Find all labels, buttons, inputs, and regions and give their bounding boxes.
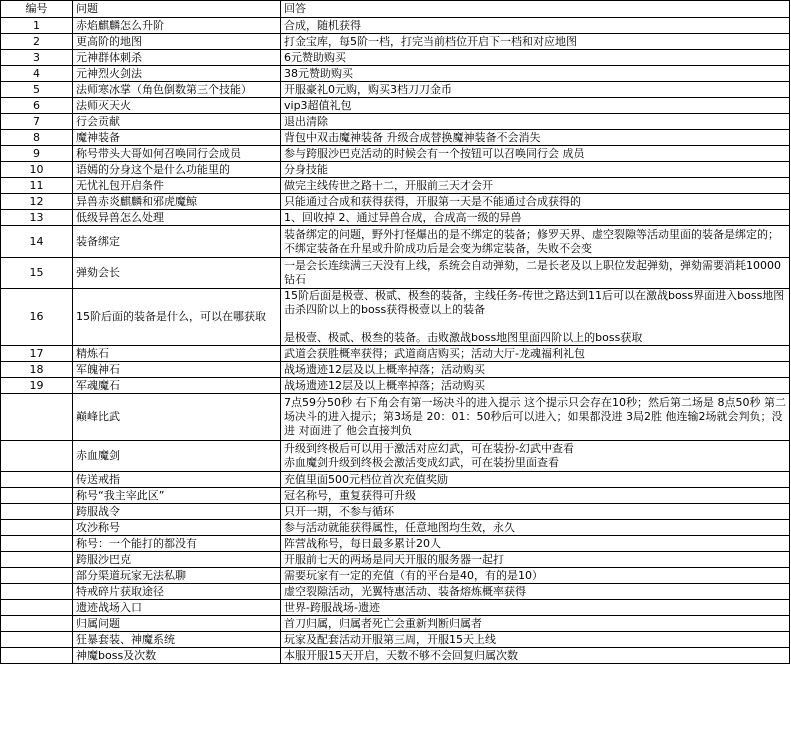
row-question: 传送戒指 xyxy=(73,472,281,488)
row-answer xyxy=(281,50,790,66)
table-row xyxy=(1,472,790,488)
row-question: 行会贡献 xyxy=(73,114,281,130)
row-question: 跨服战令 xyxy=(73,504,281,520)
table-row xyxy=(1,114,790,130)
answer-line: 虚空裂隙活动，光翼特惠活动、装备熔炼概率获得 xyxy=(284,584,526,598)
row-answer xyxy=(281,34,790,50)
row-number xyxy=(1,632,73,648)
answer-line: 升级到终极后可以用于激活对应幻武，可在装扮-幻武中查看 xyxy=(284,442,574,455)
header-num: 编号 xyxy=(1,1,73,18)
answer-line: 15阶后面是极壹、极贰、极叁的装备，主线任务-传世之路达到11后可以在激战boss界面进入boss地图击杀四阶以上的boss获得极壹以上的装备 xyxy=(284,289,785,316)
table-row xyxy=(1,258,790,289)
answer-line: 战场遗迹12层及以上概率掉落；活动购买 xyxy=(284,378,485,392)
answer-line: 分身技能 xyxy=(284,162,328,176)
answer-line: 装备绑定的问题，野外打怪爆出的是不绑定的装备；修罗天界、虚空裂隙等活动里面的装备是绑定的；不绑定装备在升星或升阶成功后是会变为绑定装备，失败不会变 xyxy=(284,227,779,255)
row-question: 无忧礼包开启条件 xyxy=(73,178,281,194)
answer-line: 只能通过合成和获得获得，开服第一天是不能通过合成获得的 xyxy=(284,194,581,208)
answer-line: 背包中双击魔神装备 升级合成替换魔神装备不会消失 xyxy=(284,130,541,144)
row-answer xyxy=(281,66,790,82)
row-number: 6 xyxy=(1,98,73,114)
row-answer xyxy=(281,441,790,472)
row-answer xyxy=(281,98,790,114)
table-row xyxy=(1,394,790,441)
row-number xyxy=(1,488,73,504)
row-number xyxy=(1,552,73,568)
row-question: 弹劾会长 xyxy=(73,258,281,289)
answer-line: vip3超值礼包 xyxy=(284,98,352,112)
row-question: 精炼石 xyxy=(73,346,281,362)
row-answer xyxy=(281,536,790,552)
answer-line: 参与活动就能获得属性，任意地图均生效，永久 xyxy=(284,520,515,534)
table-row xyxy=(1,648,790,664)
row-question: 军魄神石 xyxy=(73,362,281,378)
row-answer xyxy=(281,114,790,130)
table-row xyxy=(1,18,790,34)
row-number: 11 xyxy=(1,178,73,194)
table-row xyxy=(1,552,790,568)
row-question: 15阶后面的装备是什么，可以在哪获取 xyxy=(73,289,281,346)
row-answer xyxy=(281,162,790,178)
row-question: 巅峰比武 xyxy=(73,394,281,441)
answer-line: 是极壹、极贰、极叁的装备。击败激战boss地图里面四阶以上的boss获取 xyxy=(284,331,643,344)
row-answer xyxy=(281,520,790,536)
table-row xyxy=(1,504,790,520)
table-row xyxy=(1,536,790,552)
table-row xyxy=(1,178,790,194)
answer-line: 开服前七天的两场是同天开服的服务器一起打 xyxy=(284,552,504,566)
row-number xyxy=(1,394,73,441)
row-answer xyxy=(281,194,790,210)
row-answer xyxy=(281,346,790,362)
answer-line: 需要玩家有一定的充值（有的平台是40，有的是10） xyxy=(284,568,543,582)
answer-line: 退出清除 xyxy=(284,114,328,128)
row-number xyxy=(1,584,73,600)
row-answer xyxy=(281,362,790,378)
answer-line xyxy=(284,317,786,331)
table-row xyxy=(1,378,790,394)
row-question: 归属问题 xyxy=(73,616,281,632)
answer-line: 玩家及配套活动开服第三周，开服15天上线 xyxy=(284,632,496,646)
answer-line: 充值里面500元档位首次充值奖励 xyxy=(284,472,448,486)
row-question: 称号：一个能打的都没有 xyxy=(73,536,281,552)
row-answer xyxy=(281,82,790,98)
row-question: 语嫣的分身这个是什么功能里的 xyxy=(73,162,281,178)
answer-line: 参与跨服沙巴克活动的时候会有一个按钮可以召唤同行会 成员 xyxy=(284,146,585,160)
table-row xyxy=(1,82,790,98)
row-question: 狂暴套装、神魔系统 xyxy=(73,632,281,648)
table-row xyxy=(1,584,790,600)
row-answer xyxy=(281,616,790,632)
row-number xyxy=(1,616,73,632)
row-question: 特戒碎片获取途径 xyxy=(73,584,281,600)
row-answer xyxy=(281,552,790,568)
row-question: 异兽赤炎麒麟和邪虎魔鲸 xyxy=(73,194,281,210)
answer-line: 做完主线传世之路十二，开服前三天才会开 xyxy=(284,178,493,192)
row-number: 12 xyxy=(1,194,73,210)
row-number xyxy=(1,536,73,552)
row-answer xyxy=(281,648,790,664)
table-row xyxy=(1,226,790,258)
row-number: 16 xyxy=(1,289,73,346)
row-question: 称号“我主宰此区” xyxy=(73,488,281,504)
row-number xyxy=(1,648,73,664)
row-number xyxy=(1,472,73,488)
answer-line: 打金宝库，每5阶一档，打完当前档位开启下一档和对应地图 xyxy=(284,34,577,48)
row-answer xyxy=(281,600,790,616)
header-answer: 回答 xyxy=(281,1,790,18)
table-row xyxy=(1,34,790,50)
row-number: 13 xyxy=(1,210,73,226)
row-question: 跨服沙巴克 xyxy=(73,552,281,568)
row-question: 军魂魔石 xyxy=(73,378,281,394)
answer-line: 本服开服15天开启，天数不够不会回复归属次数 xyxy=(284,648,518,662)
answer-line: 一是会长连续满三天没有上线，系统会自动弹劾，二是长老及以上职位发起弹劾，弹劾需要消耗10000钻石 xyxy=(284,259,781,286)
row-answer xyxy=(281,504,790,520)
table-row xyxy=(1,441,790,472)
row-answer xyxy=(281,378,790,394)
row-answer xyxy=(281,130,790,146)
row-answer xyxy=(281,258,790,289)
table-body xyxy=(1,18,790,664)
row-number: 7 xyxy=(1,114,73,130)
answer-line: 阵营战称号，每日最多累计20人 xyxy=(284,536,441,550)
table-row xyxy=(1,600,790,616)
row-number xyxy=(1,504,73,520)
row-answer xyxy=(281,289,790,346)
table-row xyxy=(1,210,790,226)
row-question: 法师灭天火 xyxy=(73,98,281,114)
row-number xyxy=(1,568,73,584)
row-question: 更高阶的地图 xyxy=(73,34,281,50)
row-answer xyxy=(281,472,790,488)
row-question: 赤血魔剑 xyxy=(73,441,281,472)
row-question: 部分渠道玩家无法私聊 xyxy=(73,568,281,584)
table-row xyxy=(1,98,790,114)
table-row xyxy=(1,520,790,536)
answer-line: 开服豪礼0元购，购买3档刀刀金币 xyxy=(284,82,452,96)
table-row xyxy=(1,130,790,146)
table-row xyxy=(1,616,790,632)
row-number: 8 xyxy=(1,130,73,146)
answer-line: 世界-跨服战场-遗迹 xyxy=(284,600,380,614)
table-row xyxy=(1,146,790,162)
row-question: 神魔boss及次数 xyxy=(73,648,281,664)
row-answer xyxy=(281,146,790,162)
row-number: 19 xyxy=(1,378,73,394)
answer-line: 冠名称号，重复获得可升级 xyxy=(284,488,416,502)
answer-line: 只开一期，不参与循环 xyxy=(284,504,394,518)
row-number: 3 xyxy=(1,50,73,66)
answer-line: 合成，随机获得 xyxy=(284,18,361,32)
header-question: 问题 xyxy=(73,1,281,18)
row-answer xyxy=(281,178,790,194)
row-number xyxy=(1,441,73,472)
row-answer xyxy=(281,488,790,504)
row-number: 2 xyxy=(1,34,73,50)
row-question: 法师寒冰掌（角色倒数第三个技能） xyxy=(73,82,281,98)
row-question: 称号带头大哥如何召唤同行会成员 xyxy=(73,146,281,162)
row-number: 4 xyxy=(1,66,73,82)
row-number: 9 xyxy=(1,146,73,162)
row-number: 17 xyxy=(1,346,73,362)
header-row xyxy=(1,1,790,18)
table-row xyxy=(1,66,790,82)
answer-line: 7点59分50秒 右下角会有第一场决斗的进入提示 这个提示只会存在10秒；然后第二场是 8点50秒 第二场决斗的进入提示；第3场是 20：01：50秒后可以进入；如果都没进 3局2胜 他连输2场就会判负；没进 对面进了 他会直接判负 xyxy=(284,396,786,437)
row-number: 18 xyxy=(1,362,73,378)
answer-line: 首刀归属，归属者死亡会重新判断归属者 xyxy=(284,616,482,630)
table-row xyxy=(1,568,790,584)
row-question: 低级异兽怎么处理 xyxy=(73,210,281,226)
row-number xyxy=(1,600,73,616)
table-row xyxy=(1,50,790,66)
row-answer xyxy=(281,632,790,648)
answer-line: 赤血魔剑升级到终极会激活变成幻武，可在装扮里面查看 xyxy=(284,456,559,469)
row-question: 攻沙称号 xyxy=(73,520,281,536)
row-number: 1 xyxy=(1,18,73,34)
row-question: 装备绑定 xyxy=(73,226,281,258)
row-answer xyxy=(281,568,790,584)
table-row xyxy=(1,289,790,346)
table-row xyxy=(1,488,790,504)
row-answer xyxy=(281,210,790,226)
row-number: 15 xyxy=(1,258,73,289)
row-question: 遗迹战场入口 xyxy=(73,600,281,616)
row-answer xyxy=(281,226,790,258)
row-question: 赤焰麒麟怎么升阶 xyxy=(73,18,281,34)
answer-line: 武道会获胜概率获得；武道商店购买；活动大厅-龙魂福利礼包 xyxy=(284,346,585,360)
row-answer xyxy=(281,584,790,600)
row-answer xyxy=(281,18,790,34)
table-row xyxy=(1,346,790,362)
table-row xyxy=(1,362,790,378)
answer-line: 战场遗迹12层及以上概率掉落；活动购买 xyxy=(284,362,485,376)
row-number xyxy=(1,520,73,536)
row-answer xyxy=(281,394,790,441)
table-row xyxy=(1,162,790,178)
row-question: 魔神装备 xyxy=(73,130,281,146)
table-row xyxy=(1,632,790,648)
row-question: 元神群体刺杀 xyxy=(73,50,281,66)
answer-line: 38元赞助购买 xyxy=(284,66,353,80)
answer-line: 1、回收掉 2、通过异兽合成，合成高一级的异兽 xyxy=(284,210,522,224)
row-number: 14 xyxy=(1,226,73,258)
row-question: 元神烈火剑法 xyxy=(73,66,281,82)
answer-line: 6元赞助购买 xyxy=(284,50,346,64)
row-number: 5 xyxy=(1,82,73,98)
row-number: 10 xyxy=(1,162,73,178)
table-row xyxy=(1,194,790,210)
